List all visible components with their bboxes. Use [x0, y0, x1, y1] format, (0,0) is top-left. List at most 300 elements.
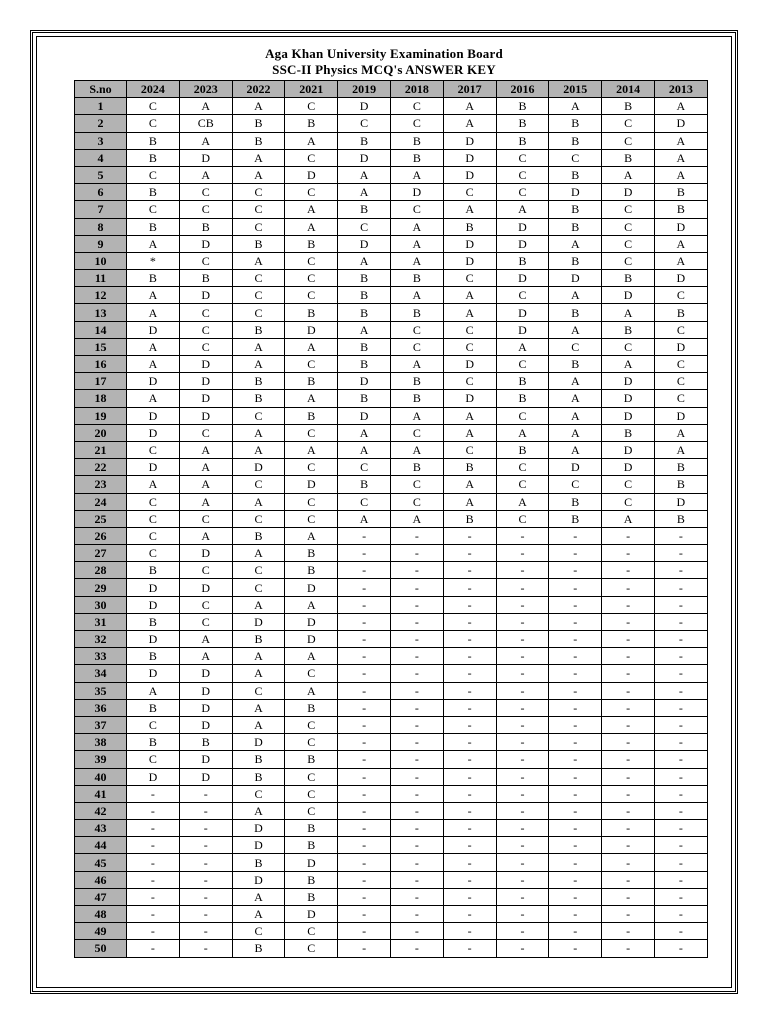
answer-cell: - [390, 768, 443, 785]
answer-cell: B [285, 699, 338, 716]
answer-cell: - [549, 906, 602, 923]
table-row [75, 545, 708, 562]
answer-cell: D [654, 493, 707, 510]
answer-cell: B [285, 820, 338, 837]
answer-cell: - [654, 854, 707, 871]
answer-cell: C [338, 218, 391, 235]
answer-cell: D [338, 149, 391, 166]
question-number: 4 [75, 149, 127, 166]
answer-cell: A [338, 441, 391, 458]
answer-cell: - [549, 888, 602, 905]
answer-cell: A [390, 218, 443, 235]
answer-cell: - [654, 648, 707, 665]
answer-cell: B [602, 98, 655, 115]
answer-cell: A [179, 631, 232, 648]
answer-cell: A [496, 201, 549, 218]
answer-cell: C [338, 459, 391, 476]
answer-cell: B [232, 751, 285, 768]
question-number: 22 [75, 459, 127, 476]
answer-cell: D [338, 235, 391, 252]
answer-cell: - [443, 579, 496, 596]
answer-cell: D [179, 682, 232, 699]
answer-cell: A [232, 356, 285, 373]
answer-cell: A [602, 304, 655, 321]
answer-cell: - [443, 716, 496, 733]
answer-cell: B [602, 149, 655, 166]
answer-cell: B [496, 252, 549, 269]
answer-cell: D [285, 166, 338, 183]
table-row [75, 252, 708, 269]
answer-cell: B [179, 270, 232, 287]
answer-cell: B [179, 218, 232, 235]
answer-cell: B [338, 132, 391, 149]
answer-cell: - [654, 785, 707, 802]
answer-cell: D [496, 321, 549, 338]
answer-cell: B [285, 545, 338, 562]
answer-cell: C [338, 493, 391, 510]
answer-cell: B [232, 373, 285, 390]
table-row [75, 837, 708, 854]
answer-cell: - [549, 854, 602, 871]
answer-cell: D [127, 596, 180, 613]
answer-cell: B [390, 459, 443, 476]
answer-cell: D [654, 338, 707, 355]
answer-cell: - [443, 596, 496, 613]
question-number: 13 [75, 304, 127, 321]
answer-cell: B [602, 270, 655, 287]
question-number: 6 [75, 184, 127, 201]
answer-cell: A [443, 115, 496, 132]
answer-cell: - [338, 562, 391, 579]
answer-cell: D [654, 270, 707, 287]
answer-cell: B [338, 356, 391, 373]
answer-cell: B [179, 734, 232, 751]
question-number: 48 [75, 906, 127, 923]
answer-cell: D [127, 407, 180, 424]
answer-cell: C [285, 493, 338, 510]
answer-cell: - [602, 837, 655, 854]
answer-cell: C [390, 338, 443, 355]
answer-cell: D [232, 613, 285, 630]
answer-cell: C [285, 716, 338, 733]
answer-cell: C [602, 493, 655, 510]
answer-cell: - [443, 527, 496, 544]
header-year: 2019 [338, 81, 391, 98]
answer-cell: - [179, 871, 232, 888]
answer-cell: D [127, 768, 180, 785]
answer-cell: C [654, 390, 707, 407]
answer-cell: - [602, 665, 655, 682]
answer-cell: - [496, 596, 549, 613]
answer-cell: D [285, 476, 338, 493]
answer-cell: C [443, 441, 496, 458]
question-number: 41 [75, 785, 127, 802]
question-number: 12 [75, 287, 127, 304]
answer-cell: A [232, 802, 285, 819]
answer-cell: CB [179, 115, 232, 132]
answer-cell: B [443, 510, 496, 527]
answer-cell: C [390, 98, 443, 115]
answer-cell: B [602, 321, 655, 338]
question-number: 18 [75, 390, 127, 407]
answer-cell: C [285, 184, 338, 201]
answer-cell: - [496, 579, 549, 596]
answer-cell: - [443, 871, 496, 888]
question-number: 2 [75, 115, 127, 132]
question-number: 35 [75, 682, 127, 699]
answer-cell: D [232, 837, 285, 854]
answer-cell: A [654, 441, 707, 458]
answer-cell: A [127, 390, 180, 407]
answer-cell: B [602, 424, 655, 441]
answer-cell: B [338, 338, 391, 355]
answer-cell: - [549, 871, 602, 888]
answer-cell: - [443, 923, 496, 940]
answer-cell: B [285, 115, 338, 132]
answer-cell: B [285, 373, 338, 390]
answer-cell: - [496, 871, 549, 888]
answer-cell: C [338, 115, 391, 132]
answer-cell: D [602, 407, 655, 424]
answer-cell: - [390, 596, 443, 613]
answer-cell: - [602, 768, 655, 785]
answer-cell: - [654, 820, 707, 837]
answer-cell: D [654, 407, 707, 424]
answer-cell: A [232, 888, 285, 905]
answer-cell: D [390, 184, 443, 201]
answer-cell: B [285, 751, 338, 768]
answer-cell: D [285, 613, 338, 630]
answer-cell: B [232, 321, 285, 338]
answer-cell: - [496, 699, 549, 716]
table-row [75, 441, 708, 458]
answer-cell: A [232, 252, 285, 269]
answer-cell: C [602, 338, 655, 355]
answer-cell: - [654, 682, 707, 699]
answer-cell: A [179, 476, 232, 493]
answer-cell: B [127, 270, 180, 287]
answer-cell: - [390, 682, 443, 699]
answer-cell: C [285, 923, 338, 940]
answer-cell: B [232, 132, 285, 149]
answer-cell: - [549, 699, 602, 716]
answer-cell: B [285, 562, 338, 579]
answer-cell: C [443, 184, 496, 201]
answer-cell: C [232, 201, 285, 218]
answer-cell: C [602, 218, 655, 235]
answer-cell: C [549, 476, 602, 493]
answer-cell: C [602, 115, 655, 132]
answer-cell: - [390, 802, 443, 819]
table-row [75, 854, 708, 871]
answer-cell: D [654, 218, 707, 235]
answer-cell: B [390, 132, 443, 149]
answer-cell: C [127, 201, 180, 218]
answer-cell: B [232, 235, 285, 252]
answer-cell: - [338, 545, 391, 562]
answer-cell: D [443, 252, 496, 269]
answer-cell: - [654, 527, 707, 544]
answer-cell: - [390, 751, 443, 768]
answer-cell: - [549, 716, 602, 733]
question-number: 20 [75, 424, 127, 441]
answer-cell: A [390, 356, 443, 373]
answer-cell: C [390, 476, 443, 493]
answer-cell: B [390, 304, 443, 321]
answer-cell: - [443, 785, 496, 802]
answer-cell: C [549, 338, 602, 355]
question-number: 17 [75, 373, 127, 390]
answer-cell: - [127, 940, 180, 957]
answer-cell: D [179, 407, 232, 424]
answer-cell: - [443, 906, 496, 923]
answer-cell: A [390, 510, 443, 527]
answer-cell: C [285, 287, 338, 304]
answer-cell: - [654, 940, 707, 957]
answer-cell: - [127, 871, 180, 888]
table-row [75, 287, 708, 304]
answer-cell: B [390, 390, 443, 407]
answer-cell: B [549, 201, 602, 218]
answer-cell: B [549, 493, 602, 510]
answer-cell: B [127, 562, 180, 579]
answer-cell: A [496, 338, 549, 355]
question-number: 30 [75, 596, 127, 613]
answer-cell: - [496, 545, 549, 562]
answer-cell: B [127, 613, 180, 630]
answer-cell: - [602, 596, 655, 613]
answer-cell: - [496, 802, 549, 819]
answer-cell: B [232, 390, 285, 407]
question-number: 42 [75, 802, 127, 819]
answer-cell: A [285, 682, 338, 699]
answer-cell: - [338, 906, 391, 923]
header-year: 2014 [602, 81, 655, 98]
table-row [75, 476, 708, 493]
answer-cell: C [285, 785, 338, 802]
answer-cell: - [179, 837, 232, 854]
table-row [75, 716, 708, 733]
answer-cell: - [549, 596, 602, 613]
answer-cell: - [496, 820, 549, 837]
answer-cell: - [496, 768, 549, 785]
answer-cell: D [179, 235, 232, 252]
answer-cell: - [549, 734, 602, 751]
answer-cell: A [232, 648, 285, 665]
answer-cell: - [390, 579, 443, 596]
answer-cell: - [443, 854, 496, 871]
table-row [75, 115, 708, 132]
answer-cell: B [285, 407, 338, 424]
answer-cell: - [602, 562, 655, 579]
answer-cell: B [127, 149, 180, 166]
answer-cell: B [654, 459, 707, 476]
answer-cell: - [654, 871, 707, 888]
answer-cell: A [443, 304, 496, 321]
answer-cell: C [127, 751, 180, 768]
answer-cell: - [179, 888, 232, 905]
document-title: Aga Khan University Examination Board [265, 46, 503, 61]
answer-cell: B [127, 218, 180, 235]
answer-cell: - [443, 545, 496, 562]
answer-cell: - [390, 871, 443, 888]
answer-cell: - [338, 613, 391, 630]
answer-cell: A [338, 510, 391, 527]
answer-cell: C [179, 562, 232, 579]
answer-cell: A [338, 184, 391, 201]
answer-cell: D [654, 115, 707, 132]
answer-cell: - [443, 699, 496, 716]
answer-cell: - [338, 751, 391, 768]
answer-cell: D [127, 321, 180, 338]
answer-cell: - [179, 923, 232, 940]
answer-cell: A [179, 166, 232, 183]
answer-cell: - [496, 716, 549, 733]
answer-cell: A [390, 235, 443, 252]
answer-cell: A [285, 338, 338, 355]
answer-cell: D [127, 665, 180, 682]
answer-cell: A [549, 287, 602, 304]
table-row [75, 596, 708, 613]
answer-cell: - [496, 751, 549, 768]
answer-cell: - [549, 785, 602, 802]
answer-cell: - [549, 802, 602, 819]
answer-cell: C [654, 356, 707, 373]
answer-cell: C [654, 321, 707, 338]
answer-cell: - [127, 906, 180, 923]
answer-cell: A [549, 98, 602, 115]
answer-cell: D [602, 287, 655, 304]
header-year: 2013 [654, 81, 707, 98]
table-row [75, 802, 708, 819]
answer-cell: C [127, 98, 180, 115]
answer-cell: A [285, 218, 338, 235]
answer-cell: B [127, 699, 180, 716]
answer-cell: C [232, 510, 285, 527]
answer-cell: - [602, 888, 655, 905]
table-row [75, 820, 708, 837]
answer-cell: D [179, 665, 232, 682]
answer-cell: B [654, 510, 707, 527]
answer-cell: - [496, 665, 549, 682]
answer-cell: A [179, 648, 232, 665]
answer-cell: - [443, 562, 496, 579]
answer-cell: - [338, 854, 391, 871]
answer-cell: C [443, 321, 496, 338]
answer-cell: C [179, 304, 232, 321]
answer-cell: - [602, 940, 655, 957]
answer-cell: C [496, 459, 549, 476]
table-row [75, 751, 708, 768]
answer-cell: C [285, 734, 338, 751]
answer-cell: B [443, 218, 496, 235]
answer-cell: - [338, 923, 391, 940]
answer-cell: A [549, 407, 602, 424]
answer-cell: B [232, 940, 285, 957]
answer-cell: B [390, 270, 443, 287]
answer-cell: - [496, 888, 549, 905]
answer-cell: - [127, 785, 180, 802]
answer-cell: - [496, 682, 549, 699]
answer-cell: A [232, 716, 285, 733]
answer-cell: A [232, 699, 285, 716]
answer-cell: A [443, 476, 496, 493]
answer-cell: - [654, 596, 707, 613]
answer-cell: A [338, 321, 391, 338]
answer-cell: B [549, 115, 602, 132]
answer-cell: - [602, 631, 655, 648]
table-row [75, 132, 708, 149]
answer-cell: - [654, 802, 707, 819]
question-number: 28 [75, 562, 127, 579]
answer-cell: D [127, 579, 180, 596]
answer-cell: - [338, 699, 391, 716]
answer-cell: - [496, 734, 549, 751]
answer-cell: - [179, 940, 232, 957]
answer-cell: - [390, 613, 443, 630]
answer-cell: - [127, 854, 180, 871]
question-number: 47 [75, 888, 127, 905]
answer-cell: A [390, 166, 443, 183]
answer-key-table [74, 80, 708, 958]
question-number: 44 [75, 837, 127, 854]
answer-cell: - [338, 785, 391, 802]
answer-cell: - [390, 734, 443, 751]
answer-cell: A [443, 407, 496, 424]
answer-cell: C [602, 235, 655, 252]
answer-cell: D [232, 459, 285, 476]
answer-cell: - [338, 716, 391, 733]
answer-cell: B [127, 132, 180, 149]
answer-cell: C [496, 476, 549, 493]
answer-cell: C [285, 149, 338, 166]
question-number: 10 [75, 252, 127, 269]
answer-cell: C [443, 338, 496, 355]
table-row [75, 407, 708, 424]
answer-cell: D [443, 149, 496, 166]
table-row [75, 888, 708, 905]
answer-cell: C [390, 201, 443, 218]
answer-cell: A [179, 459, 232, 476]
table-body [75, 98, 708, 957]
answer-cell: B [549, 252, 602, 269]
answer-cell: - [549, 837, 602, 854]
answer-cell: D [549, 184, 602, 201]
answer-cell: C [179, 613, 232, 630]
table-row [75, 338, 708, 355]
answer-cell: B [390, 373, 443, 390]
answer-cell: - [602, 785, 655, 802]
table-row [75, 562, 708, 579]
answer-cell: D [127, 459, 180, 476]
answer-cell: A [443, 493, 496, 510]
question-number: 36 [75, 699, 127, 716]
answer-cell: D [127, 631, 180, 648]
answer-cell: - [338, 734, 391, 751]
answer-cell: - [654, 631, 707, 648]
answer-cell: - [654, 545, 707, 562]
answer-cell: - [443, 751, 496, 768]
answer-cell: A [549, 441, 602, 458]
answer-cell: D [232, 820, 285, 837]
answer-cell: C [232, 287, 285, 304]
question-number: 8 [75, 218, 127, 235]
answer-cell: C [285, 940, 338, 957]
answer-cell: * [127, 252, 180, 269]
answer-cell: C [390, 321, 443, 338]
answer-cell: - [654, 837, 707, 854]
answer-cell: B [549, 510, 602, 527]
